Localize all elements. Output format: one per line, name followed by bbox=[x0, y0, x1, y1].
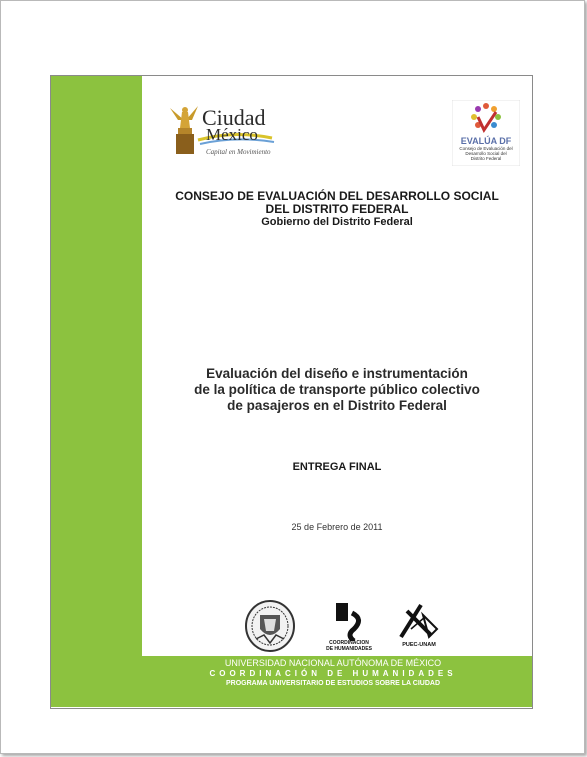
coordinacion-label bbox=[318, 640, 380, 652]
title-line-1: Evaluación del diseño e instrumentación bbox=[206, 366, 468, 381]
evalua-small-text bbox=[452, 146, 520, 161]
logo-text-ciudad: Ciudad bbox=[202, 105, 266, 130]
evalua-small-line-1: Consejo de Evaluación del bbox=[459, 146, 513, 151]
document-title bbox=[142, 366, 532, 414]
council-heading bbox=[142, 190, 532, 229]
document-date: 25 de Febrero de 2011 bbox=[291, 522, 383, 532]
unam-seal-icon bbox=[244, 599, 296, 653]
ciudad-mexico-logo bbox=[164, 100, 282, 160]
council-line-1: CONSEJO DE EVALUACIÓN DEL DESARROLLO SOCIAL bbox=[175, 189, 499, 203]
council-line-2: DEL DISTRITO FEDERAL bbox=[265, 202, 409, 216]
coord-label-line-1: COORDINACION bbox=[329, 640, 369, 646]
delivery-label: ENTREGA FINAL bbox=[292, 461, 382, 473]
title-line-2: de la política de transporte público colectivo bbox=[194, 382, 480, 397]
evalua-brand-text: EVALÚA DF bbox=[460, 136, 512, 146]
title-line-3: de pasajeros en el Distrito Federal bbox=[227, 398, 447, 413]
coord-label-line-2: DE HUMANIDADES bbox=[326, 646, 372, 652]
puec-label: PUEC-UNAM bbox=[402, 642, 436, 648]
council-line-3: Gobierno del Distrito Federal bbox=[261, 216, 413, 228]
evalua-small-line-2: Desarrollo Social del bbox=[465, 151, 507, 156]
logo-tagline: Capital en Movimiento bbox=[206, 148, 271, 156]
puec-unam-icon bbox=[397, 601, 441, 639]
footer-university: UNIVERSIDAD NACIONAL AUTÓNOMA DE MÉXICO bbox=[224, 658, 442, 668]
green-side-bar bbox=[51, 76, 142, 707]
evalua-small-line-3: Distrito Federal bbox=[470, 156, 502, 161]
coordinacion-humanidades-icon bbox=[330, 601, 370, 641]
footer-coordination: COORDINACIÓN DE HUMANIDADES bbox=[209, 669, 457, 678]
logo-text-mexico: México bbox=[206, 125, 258, 144]
angel-icon bbox=[170, 106, 198, 154]
footer-program: PROGRAMA UNIVERSITARIO DE ESTUDIOS SOBRE LA CIUDAD bbox=[225, 680, 441, 687]
